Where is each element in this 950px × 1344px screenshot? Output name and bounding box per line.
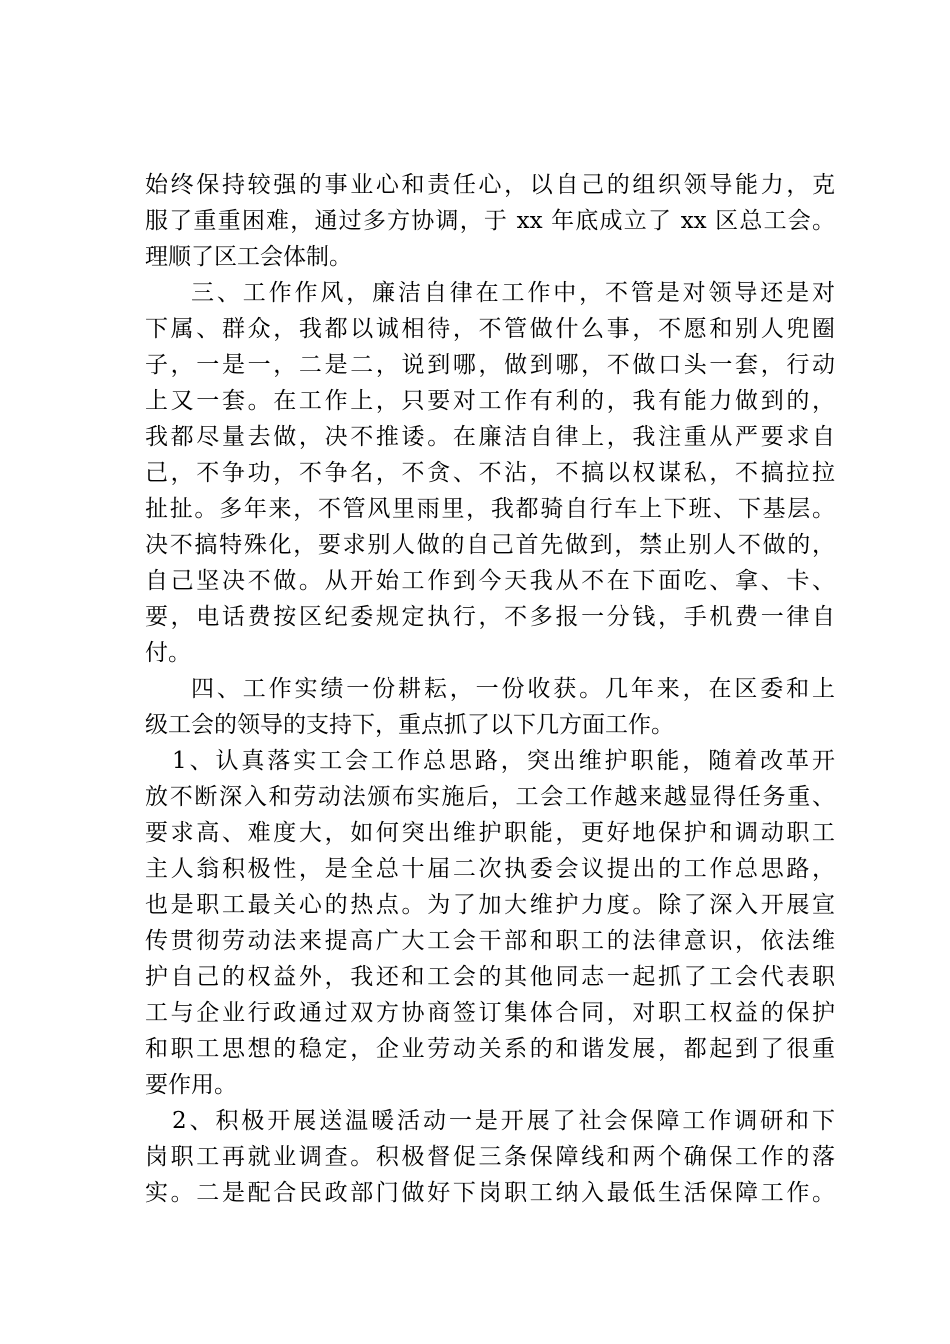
- text-line-13: 要，电话费按区纪委规定执行，不多报一分钱，手机费一律自: [145, 604, 835, 630]
- text-line-12: 自己坚决不做。从开始工作到今天我从不在下面吃、拿、卡、: [145, 568, 835, 594]
- text-line-15: 四、工作实绩一份耕耘，一份收获。几年来，在区委和上: [191, 676, 835, 702]
- text-line-8: 我都尽量去做，决不推诿。在廉洁自律上，我注重从严要求自: [145, 424, 835, 450]
- text-line-7: 上又一套。在工作上，只要对工作有利的，我有能力做到的，: [145, 388, 835, 414]
- text-line-24: 工与企业行政通过双方协商签订集体合同，对职工权益的保护: [145, 1000, 835, 1026]
- text-line-21: 也是职工最关心的热点。为了加大维护力度。除了深入开展宣: [145, 892, 835, 918]
- text-line-2: 服了重重困难，通过多方协调，于 xx 年底成立了 xx 区总工会。: [145, 208, 835, 234]
- text-line-26: 要作用。: [145, 1072, 237, 1098]
- text-line-20: 主人翁积极性，是全总十届二次执委会议提出的工作总思路，: [145, 856, 835, 882]
- text-line-14: 付。: [145, 640, 191, 666]
- text-line-19: 要求高、难度大，如何突出维护职能，更好地保护和调动职工: [145, 820, 835, 846]
- text-line-23: 护自己的权益外，我还和工会的其他同志一起抓了工会代表职: [145, 964, 835, 990]
- text-line-17: 1、认真落实工会工作总思路，突出维护职能，随着改革开: [172, 748, 835, 774]
- text-line-10: 扯扯。多年来，不管风里雨里，我都骑自行车上下班、下基层。: [145, 496, 835, 522]
- text-line-29: 实。二是配合民政部门做好下岗职工纳入最低生活保障工作。: [145, 1180, 835, 1206]
- text-line-9: 己，不争功，不争名，不贪、不沾，不搞以权谋私，不搞拉拉: [145, 460, 835, 486]
- text-line-6: 子，一是一，二是二，说到哪，做到哪，不做口头一套，行动: [145, 352, 835, 378]
- text-line-5: 下属、群众，我都以诚相待，不管做什么事，不愿和别人兜圈: [145, 316, 835, 342]
- text-line-3: 理顺了区工会体制。: [145, 244, 352, 270]
- text-line-16: 级工会的领导的支持下，重点抓了以下几方面工作。: [145, 712, 674, 738]
- text-line-18: 放不断深入和劳动法颁布实施后，工会工作越来越显得任务重、: [145, 784, 835, 810]
- text-line-22: 传贯彻劳动法来提高广大工会干部和职工的法律意识，依法维: [145, 928, 835, 954]
- text-line-1: 始终保持较强的事业心和责任心，以自己的组织领导能力，克: [145, 172, 835, 198]
- text-line-28: 岗职工再就业调查。积极督促三条保障线和两个确保工作的落: [145, 1144, 835, 1170]
- text-line-25: 和职工思想的稳定，企业劳动关系的和谐发展，都起到了很重: [145, 1036, 835, 1062]
- text-line-11: 决不搞特殊化，要求别人做的自己首先做到，禁止别人不做的，: [145, 532, 835, 558]
- text-line-4: 三、工作作风，廉洁自律在工作中，不管是对领导还是对: [191, 280, 835, 306]
- text-line-27: 2、积极开展送温暖活动一是开展了社会保障工作调研和下: [172, 1108, 835, 1134]
